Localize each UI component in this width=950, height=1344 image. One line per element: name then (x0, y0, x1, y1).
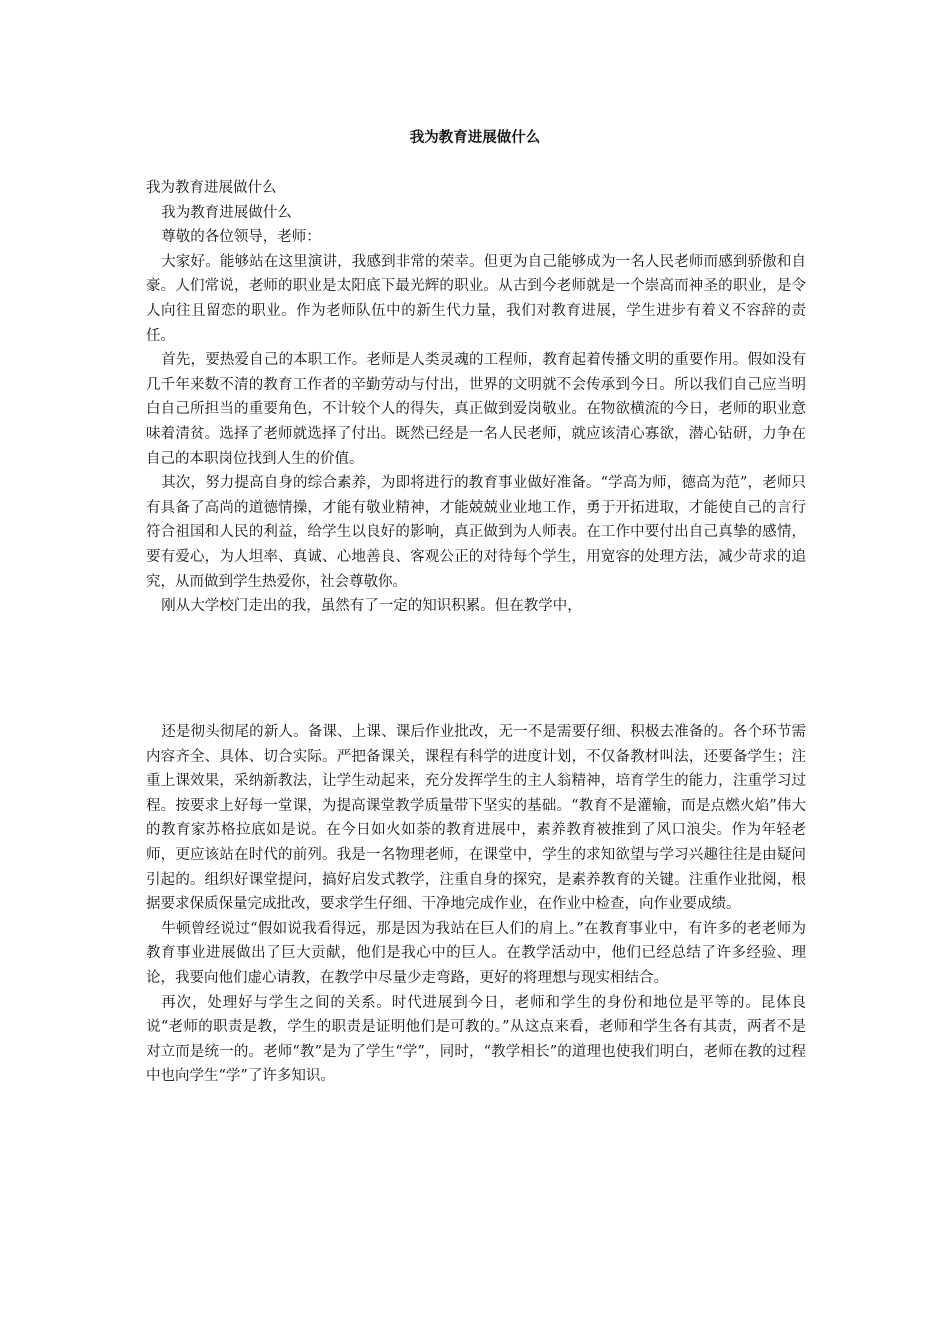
document-title: 我为教育进展做什么 (409, 129, 541, 146)
text-block-bottom (146, 720, 806, 1089)
paragraph: 还是彻头彻尾的新人。备课、上课、课后作业批改，无一不是需要仔细、积极去准备的。各个环节需内容齐全、具体、切合实际。严把备课关，课程有科学的进度计划，不仅备教材叫法，还要备学生；注重上课效果，采纳新教法，让学生动起来，充分发挥学生的主人翁精神，培育学生的能力，注重学习过程。按要求上好每一堂课，为提高课堂教学质量带下坚实的基础。“教育不是灌输，而是点燃火焰”伟大的教育家苏格拉底如是说。在今日如火如荼的教育进展中，素养教育被推到了风口浪尖。作为年轻老师，更应该站在时代的前列。我是一名物理老师，在课堂中，学生的求知欲望与学习兴趣往往是由疑问引起的。组织好课堂提问，搞好启发式教学，注重自身的探究，是素养教育的关键。注重作业批阅，根据要求保质保量完成批改，要求学生仔细、干净地完成作业，在作业中检查，向作业要成绩。 (146, 724, 806, 913)
paragraph: 大家好。能够站在这里演讲，我感到非常的荣幸。但更为自己能够成为一名人民老师而感到骄傲和自豪。人们常说，老师的职业是太阳底下最光辉的职业。从古到今老师就是一个崇高而神圣的职业，是令人向往且留恋的职业。作为老师队伍中的新生代力量，我们对教育进展，学生进步有着义不容辞的责任。 (146, 253, 806, 344)
paragraph: 再次，处理好与学生之间的关系。时代进展到今日，老师和学生的身份和地位是平等的。昆体良说“老师的职责是教，学生的职责是证明他们是可教的。”从这点来看，老师和学生各有其责，两者不是对立而是统一的。老师“教”是为了学生“学”，同时，“教学相长”的道理也使我们明白，老师在教的过程中也向学生“学”了许多知识。 (146, 994, 806, 1085)
text-block-top (146, 176, 806, 619)
paragraph: 首先，要热爱自己的本职工作。老师是人类灵魂的工程师，教育起着传播文明的重要作用。假如没有几千年来数不清的教育工作者的辛勤劳动与付出，世界的文明就不会传承到今日。所以我们自己应当明白自己所担当的重要角色，不计较个人的得失，真正做到爱岗敬业。在物欲横流的今日，老师的职业意味着清贫。选择了老师就选择了付出。既然已经是一名人民老师，就应该清心寡欲，潜心钻研，力争在自己的本职岗位找到人生的价值。 (146, 352, 806, 467)
paragraph: 牛顿曾经说过“假如说我看得远，那是因为我站在巨人们的肩上。”在教育事业中，有许多的老老师为教育事业进展做出了巨大贡献，他们是我心中的巨人。在教学活动中，他们已经总结了许多经验、理论，我要向他们虚心请教，在教学中尽量少走弯路，更好的将理想与现实相结合。 (146, 920, 806, 986)
paragraph: 我为教育进展做什么 (161, 204, 292, 221)
paragraph: 尊敬的各位领导，老师： (161, 229, 321, 246)
paragraph: 其次，努力提高自身的综合素养，为即将进行的教育事业做好准备。“学高为师，德高为范”，老师只有具备了高尚的道德情操，才能有敬业精神，才能兢兢业业地工作，勇于开拓进取，才能使自己的言行符合祖国和人民的利益，给学生以良好的影响，真正做到为人师表。在工作中要付出自己真挚的感情，要有爱心，为人坦率、真诚、心地善良、客观公正的对待每个学生，用宽容的处理方法，减少苛求的追究，从而做到学生热爱你，社会尊敬你。 (146, 475, 806, 590)
paragraph: 我为教育进展做什么 (146, 180, 277, 196)
paragraph: 刚从大学校门走出的我，虽然有了一定的知识积累。但在教学中， (161, 598, 582, 615)
